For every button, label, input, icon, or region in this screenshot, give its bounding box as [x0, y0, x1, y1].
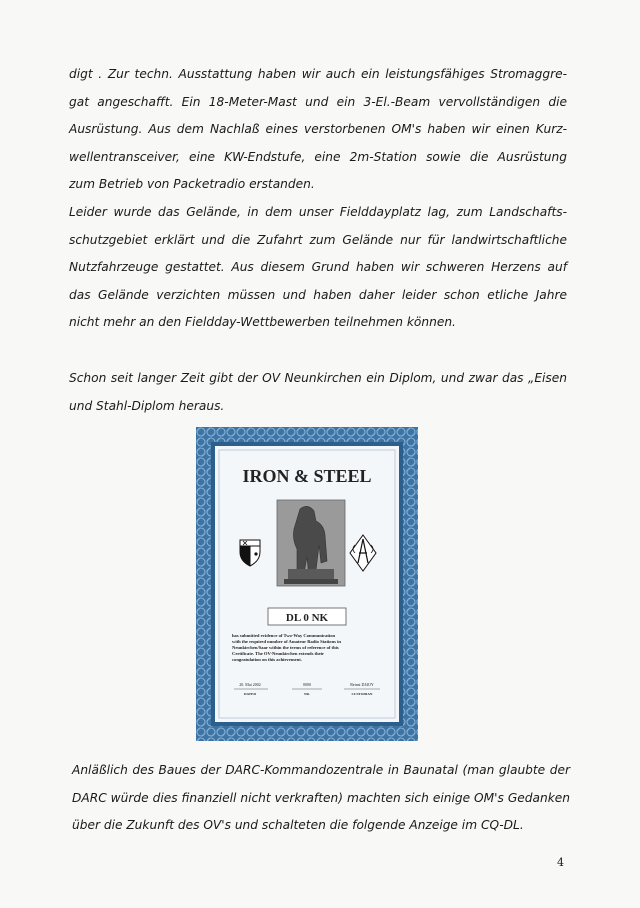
text-line: zum Betrieb von Packetradio erstanden.: [69, 177, 315, 192]
iron-steel-certificate: [196, 427, 418, 741]
certificate-body-line: Certificate. The OV-Neunkirchen extends their: [232, 651, 324, 656]
certificate-date-label: DATED: [244, 692, 256, 696]
text-line: gat angeschafft. Ein 18-Meter-Mast und ein 3-El.-Beam vervollständigen die: [69, 94, 567, 109]
certificate-body-line: Neunkirchen/Saar within the terms of reference of this: [232, 645, 339, 650]
text-line: schutzgebiet erklärt und die Zufahrt zum Gelände nur für landwirtschaftliche: [69, 232, 567, 247]
text-line: Nutzfahrzeuge gestattet. Aus diesem Grund haben wir schweren Herzens auf: [69, 260, 567, 275]
certificate-body-line: with the required number of Amateur Radio Stations in: [232, 639, 341, 644]
text-line: Ausrüstung. Aus dem Nachlaß eines verstorbenen OM's haben wir einen Kurz-: [69, 122, 567, 137]
certificate-title: IRON & STEEL: [242, 466, 372, 486]
certificate-number-label: NR.: [304, 692, 310, 696]
certificate-number: 0000: [303, 682, 311, 687]
text-line: das Gelände verzichten müssen und haben daher leider schon etliche Jahre: [69, 287, 567, 302]
text-line: digt . Zur techn. Ausstattung haben wir auch ein leistungsfähiges Stromaggre-: [69, 67, 567, 81]
certificate-body-line: congratulation on this achievement.: [232, 657, 302, 662]
paragraph-3: [72, 757, 570, 840]
certificate-body-line: has submitted evidence of Two-Way Communication: [232, 633, 336, 638]
text-line: und Stahl-Diplom heraus.: [69, 398, 225, 413]
certificate-custodian-label: CUSTODIAN: [351, 692, 373, 696]
text-line: wellentransceiver, eine KW-Endstufe, eine 2m-Station sowie die Ausrüstung: [69, 149, 567, 164]
text-line: nicht mehr an den Fieldday-Wettbewerben teilnehmen können.: [69, 315, 456, 330]
certificate-callsign: DL 0 NK: [285, 612, 329, 624]
text-line: DARC würde dies finanziell nicht verkraften) machten sich einige OM's Gedanken: [72, 790, 570, 805]
page-number: 4: [557, 856, 564, 869]
text-line: über die Zukunft des OV's und schalteten die folgende Anzeige im CQ-DL.: [72, 818, 524, 833]
certificate-date: 20. Mai 2002: [239, 682, 261, 687]
paragraph-2: [69, 365, 567, 420]
paragraph-1: [69, 61, 567, 337]
text-line: Anläßlich des Baues der DARC-Kommandozentrale in Baunatal (man glaubte der: [72, 763, 570, 777]
text-line: Leider wurde das Gelände, in dem unser Fielddayplatz lag, zum Landschafts-: [69, 204, 567, 219]
certificate-custodian: Reinst DJ4OY: [350, 682, 374, 687]
text-line: Schon seit langer Zeit gibt der OV Neunkirchen ein Diplom, und zwar das „Eisen: [69, 371, 567, 385]
